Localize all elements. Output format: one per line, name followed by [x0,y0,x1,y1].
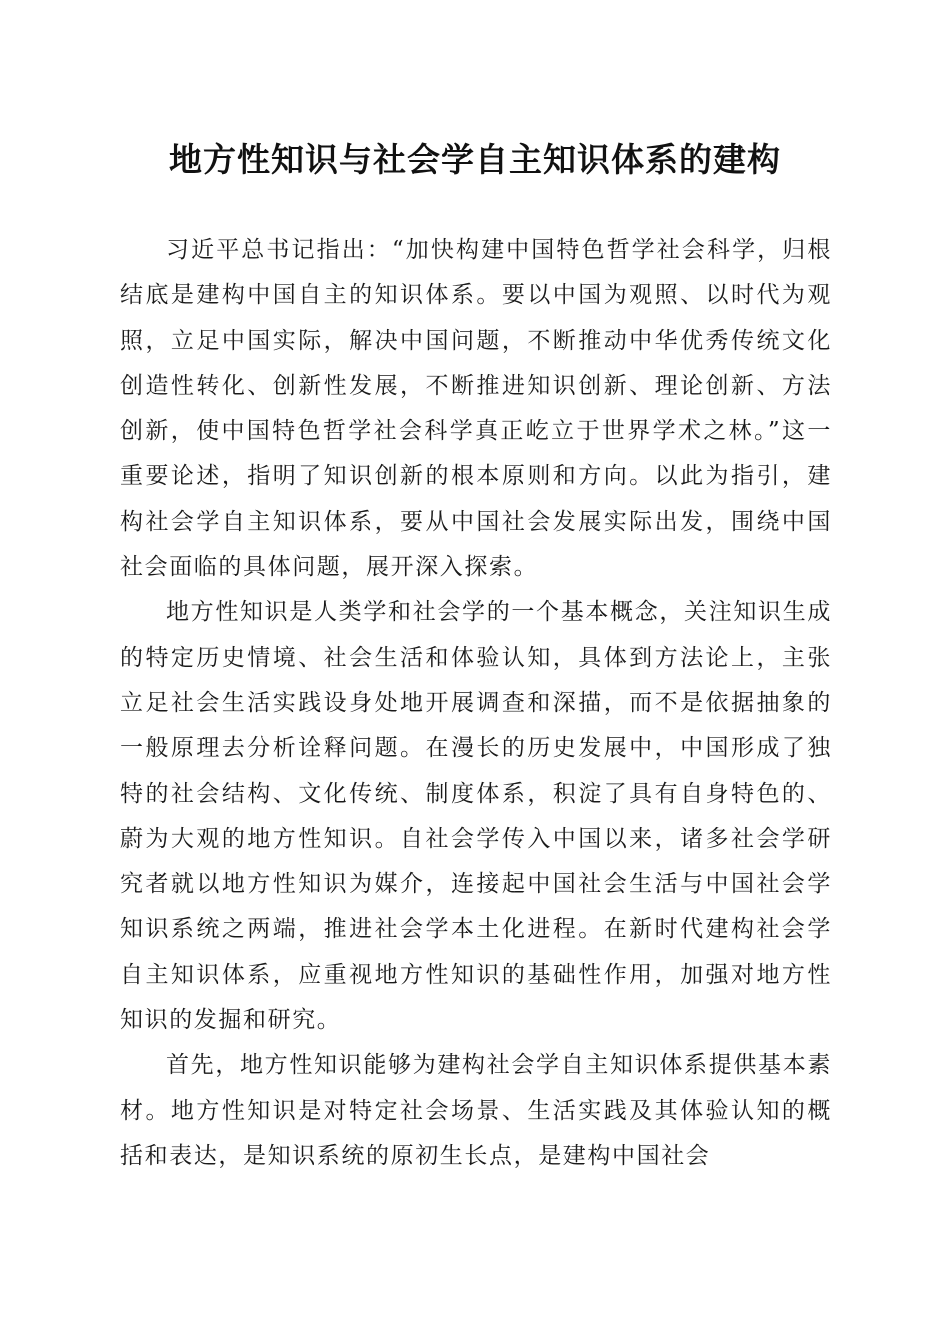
document-body [120,228,832,1179]
paragraph-1: 习近平总书记指出：“加快构建中国特色哲学社会科学，归根结底是建构中国自主的知识体系。要以中国为观照、以时代为观照，立足中国实际，解决中国问题，不断推动中华优秀传统文化创造性转化、创新性发展，不断推进知识创新、理论创新、方法创新，使中国特色哲学社会科学真正屹立于世界学术之林。”这一重要论述，指明了知识创新的根本原则和方向。以此为指引，建构社会学自主知识体系，要从中国社会发展实际出发，围绕中国社会面临的具体问题，展开深入探索。 [120,237,832,581]
paragraph-2: 地方性知识是人类学和社会学的一个基本概念，关注知识生成的特定历史情境、社会生活和体验认知，具体到方法论上，主张立足社会生活实践设身处地开展调查和深描，而不是依据抽象的一般原理去分析诠释问题。在漫长的历史发展中，中国形成了独特的社会结构、文化传统、制度体系，积淀了具有自身特色的、蔚为大观的地方性知识。自社会学传入中国以来，诸多社会学研究者就以地方性知识为媒介，连接起中国社会生活与中国社会学知识系统之两端，推进社会学本土化进程。在新时代建构社会学自主知识体系，应重视地方性知识的基础性作用，加强对地方性知识的发掘和研究。 [120,599,832,1034]
document-title: 地方性知识与社会学自主知识体系的建构 [169,140,781,179]
paragraph-3: 首先，地方性知识能够为建构社会学自主知识体系提供基本素材。地方性知识是对特定社会场景、生活实践及其体验认知的概括和表达，是知识系统的原初生长点，是建构中国社会 [120,1052,832,1169]
